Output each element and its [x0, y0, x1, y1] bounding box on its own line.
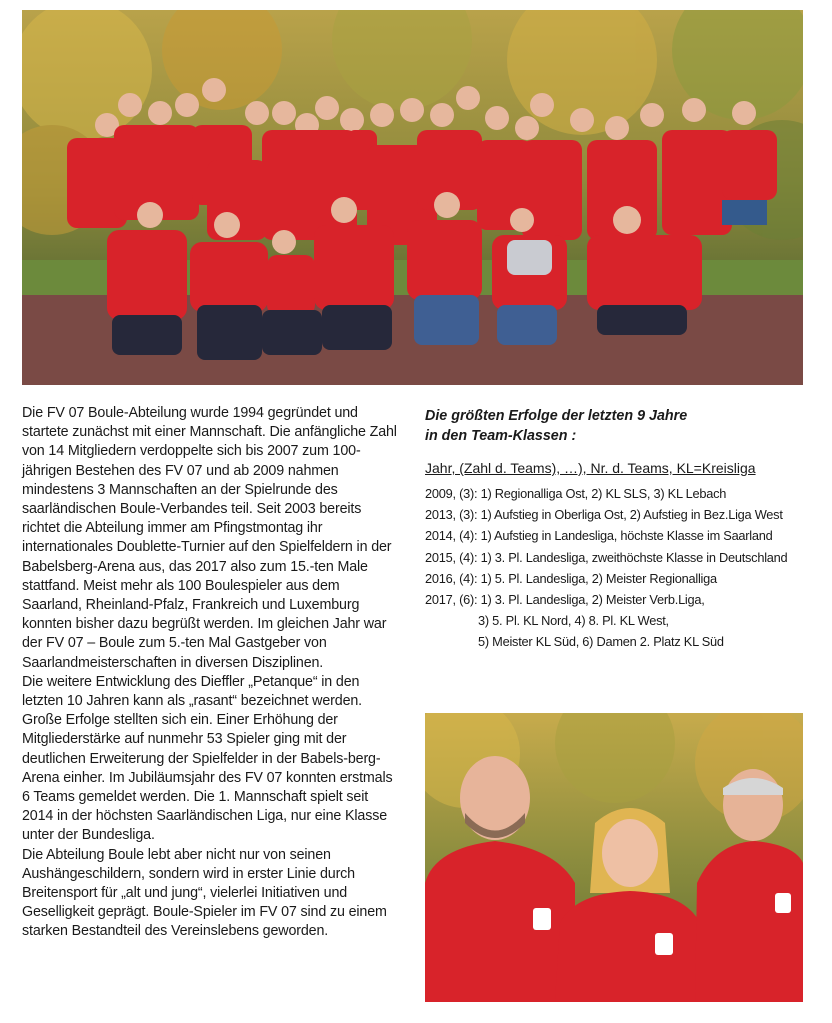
- team-group-photo: [22, 10, 803, 385]
- list-item: 2017, (6): 1) 3. Pl. Landesliga, 2) Meister Verb.Liga,: [425, 592, 705, 608]
- list-item: 2016, (4): 1) 5. Pl. Landesliga, 2) Meister Regionalliga: [425, 570, 717, 586]
- trio-photo: [425, 713, 803, 1002]
- successes-heading-line1: Die größten Erfolge der letzten 9 Jahre: [425, 408, 688, 424]
- successes-legend: Jahr, (Zahl d. Teams), …), Nr. d. Teams, KL=Kreisliga: [425, 460, 756, 476]
- article-text: [22, 404, 402, 942]
- successes-heading: [425, 406, 810, 446]
- list-item: 2013, (3): 1) Aufstieg in Oberliga Ost, 2) Aufstieg in Bez.Liga West: [425, 507, 783, 523]
- successes-box: [425, 406, 810, 653]
- article-paragraph: Die FV 07 Boule-Abteilung wurde 1994 gegründet und startete zunächst mit einer Mannschaft. Die anfängliche Zahl von 14 Mitgliedern verdoppelte sich bis 2007 zum 100-jährigen Bestehen des FV 07 und ab 2009 nahmen mindestens 3 Mannschaften an der Spielrunde des saarländischen Boule-Verbandes teil. Seit 2003 bereits richtet die Abteilung immer am Pfingstmontag ihr internationales Doublette-Turnier auf den Spielfeldern in der Babelsberg-Arena aus, das 2017 also zum 15.-ten Male stattfand. Meist mehr als 100 Boulespieler aus dem Saarland, Rheinland-Pfalz, Frankreich und Luxemburg konnten bisher dazu begrüßt werden. Im gleichen Jahr war der FV 07 – Boule zum 5.-ten Mal Gastgeber von Saarlandmeisterschaften in diversen Disziplinen.: [22, 405, 397, 671]
- list-item: 5) Meister KL Süd, 6) Damen 2. Platz KL Süd: [478, 634, 724, 650]
- article-paragraph: Die Abteilung Boule lebt aber nicht nur von seinen Aushängeschildern, sondern wird in erster Linie durch Breitensport für „alt und jung“, vielerlei Initiativen und Geselligkeit geprägt. Boule-Spieler im FV 07 sind zu einem starken Bestandteil des Vereinslebens geworden.: [22, 846, 387, 940]
- list-item: 2009, (3): 1) Regionalliga Ost, 2) KL SLS, 3) KL Lebach: [425, 486, 727, 501]
- successes-list: [425, 483, 810, 653]
- article-paragraph: Die weitere Entwicklung des Dieffler „Petanque“ in den letzten 10 Jahren kann als „rasant“ bezeichnet werden. Große Erfolge stellten sich ein. Einer Erhöhung der Mitgliederstärke auf nunmehr 53 Spieler ging mit der deutlichen Erweiterung der Spielfelder in der Babels-berg-Arena einher. Im Jubiläumsjahr des FV 07 konnten erstmals 6 Teams gemeldet werden. Die 1. Mannschaft spielt seit 2014 in der höchsten Saarländischen Liga, nur eine Klasse unter der Bundesliga.: [22, 673, 393, 844]
- list-item: 2014, (4): 1) Aufstieg in Landesliga, höchste Klasse im Saarland: [425, 528, 773, 544]
- list-item: 3) 5. Pl. KL Nord, 4) 8. Pl. KL West,: [478, 613, 669, 629]
- successes-heading-line2: in den Team-Klassen :: [425, 428, 577, 444]
- list-item: 2015, (4): 1) 3. Pl. Landesliga, zweithöchste Klasse in Deutschland: [425, 549, 788, 565]
